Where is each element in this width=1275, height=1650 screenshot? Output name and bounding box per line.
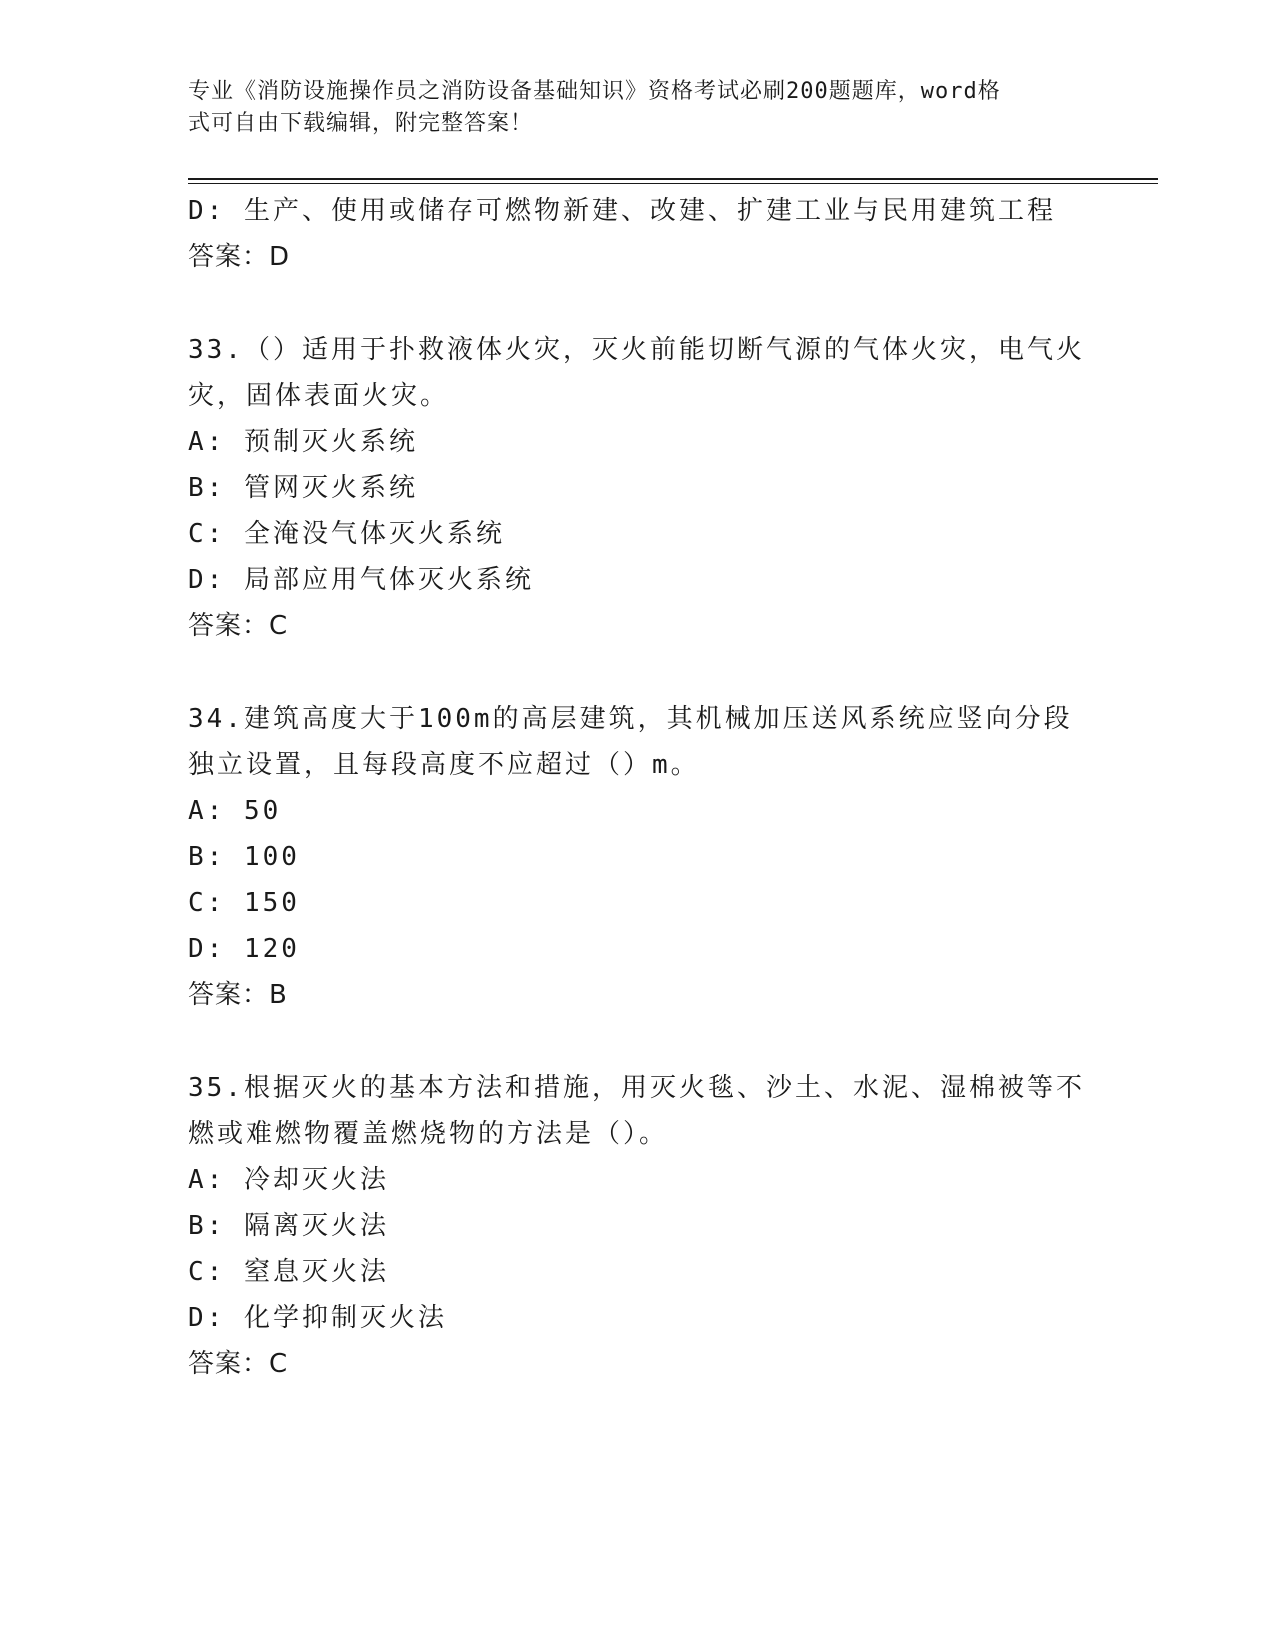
- question-35-text-line-2: 燃或难燃物覆盖燃烧物的方法是（）。: [188, 1119, 669, 1149]
- question-35: [188, 1065, 1088, 1387]
- question-34: [188, 696, 1088, 1018]
- question-34-text-line-1: 34.建筑高度大于100m的高层建筑，其机械加压送风系统应竖向分段: [188, 704, 1073, 734]
- question-35-option-d: D: 化学抑制灭火法: [188, 1303, 447, 1333]
- question-34-text-line-2: 独立设置，且每段高度不应超过（）m。: [188, 750, 700, 780]
- question-33-option-a: A: 预制灭火系统: [188, 427, 418, 457]
- header-divider-thin: [188, 183, 1158, 184]
- spacer: [188, 1018, 1088, 1065]
- question-33: [188, 327, 1088, 649]
- prev-option-d: D: 生产、使用或储存可燃物新建、改建、扩建工业与民用建筑工程: [188, 196, 1056, 226]
- question-33-text-line-1: 33.（）适用于扑救液体火灾，灭火前能切断气源的气体火灾，电气火: [188, 335, 1085, 365]
- question-35-answer: 答案：C: [188, 1349, 289, 1379]
- question-34-option-c: C: 150: [188, 888, 300, 918]
- question-33-option-c: C: 全淹没气体灭火系统: [188, 519, 505, 549]
- question-35-option-c: C: 窒息灭火法: [188, 1257, 389, 1287]
- header-line-2: 式可自由下载编辑，附完整答案！: [188, 111, 534, 136]
- spacer: [188, 649, 1088, 696]
- prev-answer: 答案：D: [188, 242, 291, 272]
- question-35-option-a: A: 冷却灭火法: [188, 1165, 389, 1195]
- question-34-option-b: B: 100: [188, 842, 300, 872]
- question-33-option-b: B: 管网灭火系统: [188, 473, 418, 503]
- question-33-answer: 答案：C: [188, 611, 289, 641]
- question-34-option-d: D: 120: [188, 934, 300, 964]
- spacer: [188, 280, 1088, 327]
- question-35-option-b: B: 隔离灭火法: [188, 1211, 389, 1241]
- question-35-text-line-1: 35.根据灭火的基本方法和措施，用灭火毯、沙土、水泥、湿棉被等不: [188, 1073, 1085, 1103]
- question-33-option-d: D: 局部应用气体灭火系统: [188, 565, 534, 595]
- header-divider-thick: [188, 178, 1158, 180]
- document-header: [188, 76, 1068, 140]
- question-34-option-a: A: 50: [188, 796, 282, 826]
- header-line-1: 专业《消防设施操作员之消防设备基础知识》资格考试必刷200题题库，word格: [188, 79, 1001, 104]
- question-33-text-line-2: 灾，固体表面火灾。: [188, 381, 450, 411]
- question-34-answer: 答案：B: [188, 980, 288, 1010]
- question-content: [188, 188, 1088, 1387]
